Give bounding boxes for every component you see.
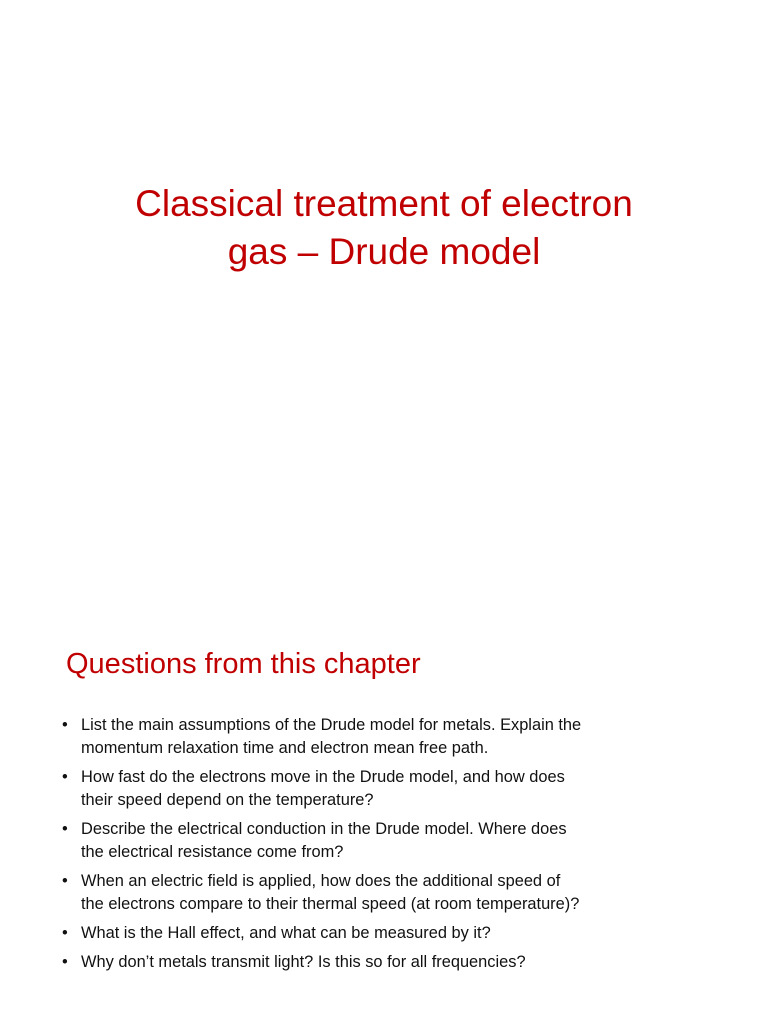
list-item <box>62 714 722 760</box>
question-line: When an electric field is applied, how does the additional speed of <box>81 872 561 890</box>
bullet-icon: • <box>62 953 68 971</box>
bullet-icon: • <box>62 872 68 890</box>
question-line: Why don’t metals transmit light? Is this so for all frequencies? <box>81 953 526 971</box>
slide-title-line-1: Classical treatment of electron <box>135 183 633 224</box>
question-line: momentum relaxation time and electron mean free path. <box>81 739 489 757</box>
bullet-icon: • <box>62 716 68 734</box>
bullet-icon: • <box>62 768 68 786</box>
bullet-icon: • <box>62 924 68 942</box>
question-line: List the main assumptions of the Drude model for metals. Explain the <box>81 716 582 734</box>
list-item <box>62 951 722 974</box>
question-line: What is the Hall effect, and what can be measured by it? <box>81 924 491 942</box>
question-line: How fast do the electrons move in the Drude model, and how does <box>81 768 565 786</box>
section-heading: Questions from this chapter <box>66 648 421 680</box>
question-line: the electrical resistance come from? <box>81 843 344 861</box>
question-line: their speed depend on the temperature? <box>81 791 374 809</box>
list-item <box>62 766 722 812</box>
slide-title-line-2: gas – Drude model <box>227 231 541 272</box>
slide-title <box>0 180 768 276</box>
questions-list <box>62 714 722 980</box>
question-line: Describe the electrical conduction in the Drude model. Where does <box>81 820 567 838</box>
list-item <box>62 870 722 916</box>
list-item <box>62 922 722 945</box>
list-item <box>62 818 722 864</box>
questions-slide <box>0 576 768 1024</box>
bullet-icon: • <box>62 820 68 838</box>
question-line: the electrons compare to their thermal speed (at room temperature)? <box>81 895 580 913</box>
